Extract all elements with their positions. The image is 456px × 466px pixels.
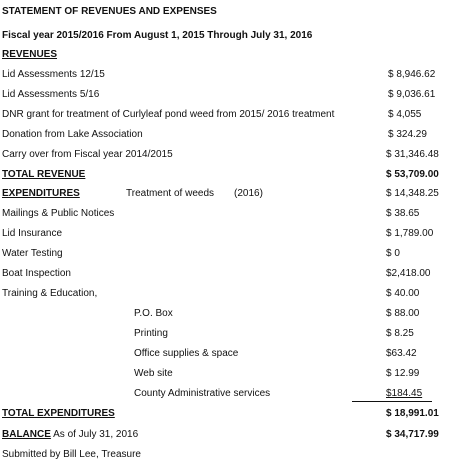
fiscal-year-line: Fiscal year 2015/2016 From August 1, 2015 Through July 31, 2016 — [2, 30, 313, 41]
sub-item-label: Printing — [134, 328, 168, 339]
revenue-item-amount: $ 9,036.61 — [388, 89, 436, 100]
treatment-of-weeds-label: Treatment of weeds — [126, 188, 215, 199]
expenditure-item-amount: $ 38.65 — [386, 208, 420, 219]
sub-item-label: Web site — [134, 368, 173, 379]
revenue-item-label: Donation from Lake Association — [2, 129, 143, 140]
expenditure-item-amount: $ 1,789.00 — [386, 228, 434, 239]
sub-item-label: Office supplies & space — [134, 348, 239, 359]
revenue-item-amount: $ 31,346.48 — [386, 149, 439, 160]
balance-label: BALANCE — [2, 429, 51, 440]
expenditure-item-label: Lid Insurance — [2, 228, 63, 239]
submitted-by: Submitted by Bill Lee, Treasure — [2, 449, 141, 460]
treatment-of-weeds-amount: $ 14,348.25 — [386, 188, 439, 199]
sub-item-amount: $ 12.99 — [386, 368, 420, 379]
revenue-item-label: DNR grant for treatment of Curlyleaf pond weed from 2015/ 2016 treatment — [2, 109, 335, 120]
sub-item-amount: $184.45 — [386, 388, 423, 399]
expenditure-item-amount: $ 40.00 — [386, 288, 420, 299]
revenue-item-label: Lid Assessments 12/15 — [2, 69, 105, 80]
revenue-item-label: Carry over from Fiscal year 2014/2015 — [2, 149, 173, 160]
revenue-item-amount: $ 324.29 — [388, 129, 427, 140]
total-revenue-amount: $ 53,709.00 — [386, 169, 439, 180]
total-expenditures-amount: $ 18,991.01 — [386, 408, 439, 419]
sub-item-amount: $63.42 — [386, 348, 417, 359]
sub-item-amount: $ 88.00 — [386, 308, 420, 319]
expenditure-item-label: Water Testing — [2, 248, 63, 259]
expenditure-item-label: Boat Inspection — [2, 268, 71, 279]
expenditure-item-label: Training & Education, — [2, 288, 98, 299]
expenditure-item-amount: $2,418.00 — [386, 268, 431, 279]
subtotal-rule — [352, 401, 432, 402]
statement-title: STATEMENT OF REVENUES AND EXPENSES — [2, 6, 217, 17]
balance-line — [2, 430, 138, 440]
sub-item-label: County Administrative services — [134, 388, 271, 399]
total-expenditures-label: TOTAL EXPENDITURES — [2, 408, 115, 419]
sub-item-label: P.O. Box — [134, 308, 173, 319]
revenue-item-amount: $ 8,946.62 — [388, 69, 436, 80]
total-revenue-label: TOTAL REVENUE — [2, 169, 86, 180]
balance-date: As of July 31, 2016 — [50, 429, 139, 440]
expenditure-item-label: Mailings & Public Notices — [2, 208, 115, 219]
sub-item-amount: $ 8.25 — [386, 328, 414, 339]
revenue-item-label: Lid Assessments 5/16 — [2, 89, 100, 100]
balance-amount: $ 34,717.99 — [386, 429, 439, 440]
revenues-heading: REVENUES — [2, 49, 58, 60]
expenditure-item-amount: $ 0 — [386, 248, 400, 259]
treatment-of-weeds-note: (2016) — [234, 188, 263, 199]
revenue-item-amount: $ 4,055 — [388, 109, 422, 120]
expenditures-heading: EXPENDITURES — [2, 188, 80, 199]
